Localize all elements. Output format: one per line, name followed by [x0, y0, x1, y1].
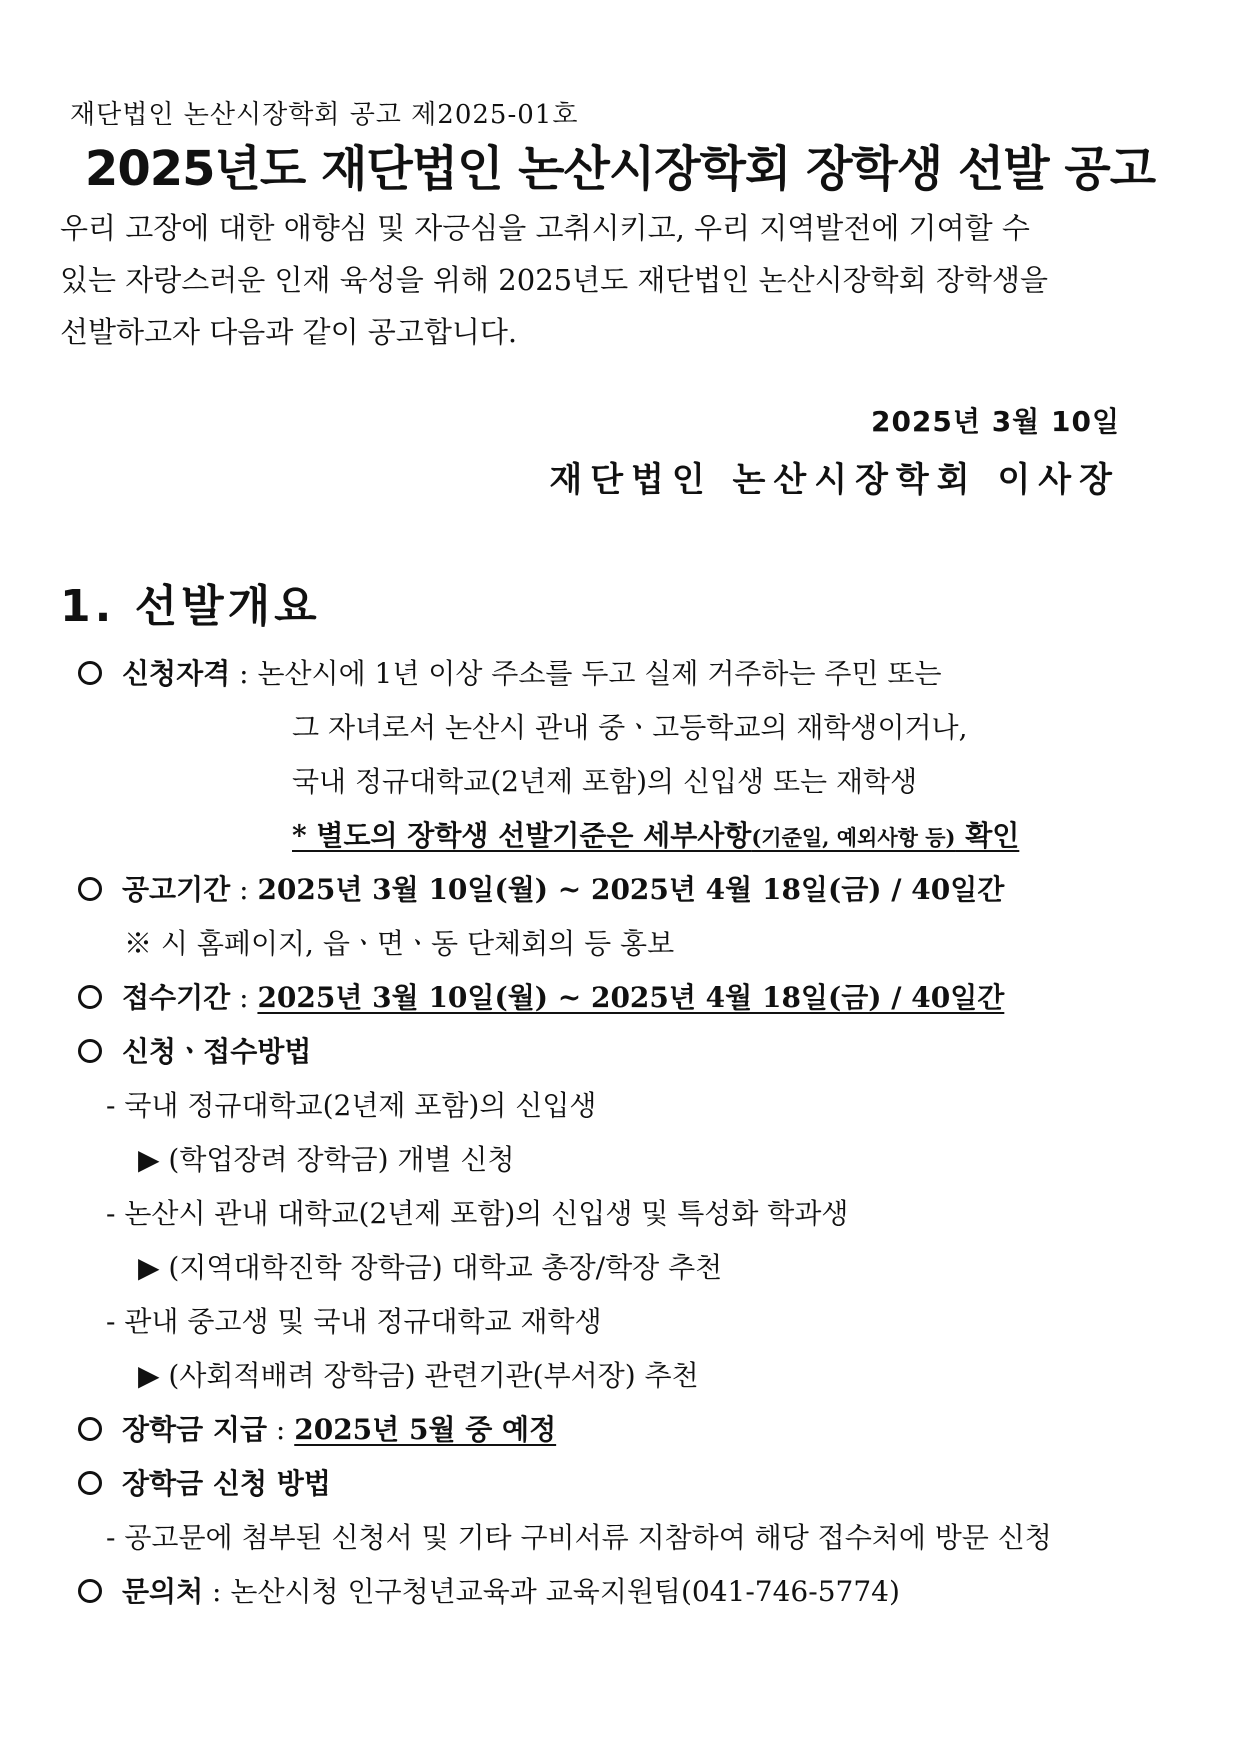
eligibility-note-small: (기준일, 예외사항 등): [751, 825, 956, 850]
reception-value: 2025년 3월 10일(월) ~ 2025년 4월 18일(금) / 40일간: [257, 981, 1005, 1014]
circle-bullet-icon: [78, 1039, 102, 1063]
announcement-value: 2025년 3월 10일(월) ~ 2025년 4월 18일(금) / 40일간: [257, 873, 1005, 906]
announcement-note: ※ 시 홈페이지, 읍ㆍ면ㆍ동 단체회의 등 홍보: [124, 927, 675, 960]
eligibility-note-end: 확인: [955, 819, 1020, 852]
eligibility-label: 신청자격: [122, 657, 231, 690]
signer: 재단법인 논산시장학회 이사장: [549, 460, 1120, 500]
section-heading: 1. 선발개요: [60, 581, 321, 632]
eligibility-note: [292, 814, 1019, 854]
method-item-1-detail: ▶ (학업장려 장학금) 개별 신청: [138, 1143, 515, 1176]
method-item-3: - 관내 중고생 및 국내 정규대학교 재학생: [106, 1305, 602, 1338]
eligibility-line-1: 논산시에 1년 이상 주소를 두고 실제 거주하는 주민 또는: [257, 657, 942, 690]
apply-label: 장학금 신청 방법: [122, 1467, 331, 1500]
eligibility-line-2: 그 자녀로서 논산시 관내 중ㆍ고등학교의 재학생이거나,: [292, 711, 968, 744]
payment-label: 장학금 지급: [122, 1413, 267, 1446]
reception-row: [78, 976, 1004, 1016]
notice-number: 재단법인 논산시장학회 공고 제2025-01호: [70, 100, 579, 130]
notice-date: 2025년 3월 10일: [870, 405, 1120, 438]
circle-bullet-icon: [78, 877, 102, 901]
contact-sep: :: [203, 1575, 231, 1608]
eligibility-row: [78, 652, 942, 692]
method-row: [78, 1030, 311, 1070]
circle-bullet-icon: [78, 1471, 102, 1495]
contact-value: 논산시청 인구청년교육과 교육지원팀(041-746-5774): [230, 1575, 900, 1608]
announcement-sep: :: [230, 873, 258, 906]
intro-line-2: 있는 자랑스러운 인재 육성을 위해 2025년도 재단법인 논산시장학회 장학생을: [60, 263, 1048, 297]
payment-row: [78, 1408, 556, 1448]
circle-bullet-icon: [78, 985, 102, 1009]
eligibility-line-3: 국내 정규대학교(2년제 포함)의 신입생 또는 재학생: [292, 765, 918, 798]
circle-bullet-icon: [78, 661, 102, 685]
method-label: 신청ㆍ접수방법: [122, 1035, 312, 1068]
eligibility-sep: :: [230, 657, 258, 690]
reception-sep: :: [230, 981, 258, 1014]
announcement-row: [78, 868, 1004, 908]
payment-value: 2025년 5월 중 예정: [294, 1413, 557, 1446]
intro-line-1: 우리 고장에 대한 애향심 및 자긍심을 고취시키고, 우리 지역발전에 기여할 수: [60, 211, 1030, 245]
apply-detail: - 공고문에 첨부된 신청서 및 기타 구비서류 지참하여 해당 접수처에 방문 신청: [106, 1521, 1052, 1554]
apply-row: [78, 1462, 331, 1502]
method-item-2: - 논산시 관내 대학교(2년제 포함)의 신입생 및 특성화 학과생: [106, 1197, 849, 1230]
circle-bullet-icon: [78, 1417, 102, 1441]
eligibility-note-main: * 별도의 장학생 선발기준은 세부사항: [292, 819, 752, 852]
intro-line-3: 선발하고자 다음과 같이 공고합니다.: [60, 315, 518, 349]
contact-label: 문의처: [122, 1575, 204, 1608]
contact-row: [78, 1570, 900, 1610]
announcement-label: 공고기간: [122, 873, 231, 906]
method-item-1: - 국내 정규대학교(2년제 포함)의 신입생: [106, 1089, 597, 1122]
document-title: 2025년도 재단법인 논산시장학회 장학생 선발 공고: [84, 141, 1156, 197]
reception-label: 접수기간: [122, 981, 231, 1014]
payment-sep: :: [267, 1413, 295, 1446]
intro-paragraph: [60, 202, 1132, 358]
method-item-2-detail: ▶ (지역대학진학 장학금) 대학교 총장/학장 추천: [138, 1251, 723, 1284]
method-item-3-detail: ▶ (사회적배려 장학금) 관련기관(부서장) 추천: [138, 1359, 699, 1392]
circle-bullet-icon: [78, 1579, 102, 1603]
